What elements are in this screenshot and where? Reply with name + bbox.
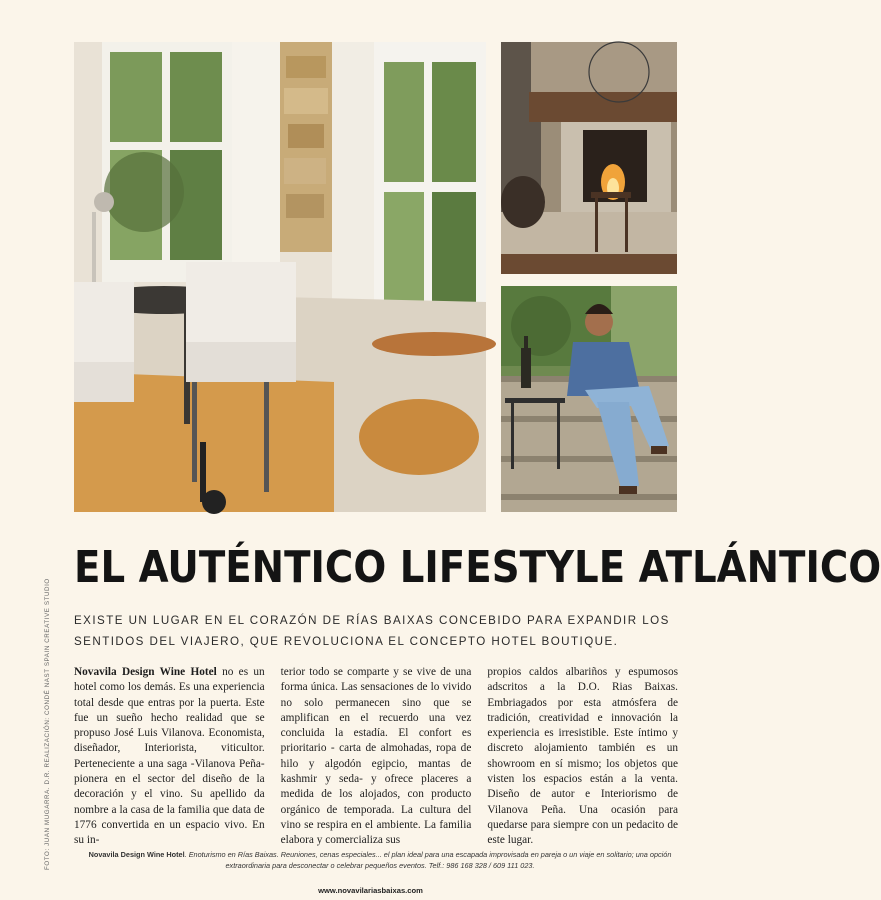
website-url: www.novavilariasbaixas.com bbox=[318, 886, 423, 895]
hotel-name: Novavila Design Wine Hotel bbox=[74, 666, 217, 678]
photo-fireplace bbox=[501, 42, 677, 274]
headline: EL AUTÉNTICO LIFESTYLE ATLÁNTICO bbox=[74, 542, 881, 593]
caption bbox=[74, 850, 686, 871]
body-column-3: propios caldos albariños y espumosos adscritos a la D.O. Rias Baixas. Embriagados por esta atmósfera de tradición, creatividad e innovación la experiencia es irresistible. Este íntimo y discreto alojamiento también es un showroom en sí mismo; los objetos que visten los espacios están a la venta. Diseño de autor e Interiorismo de Vilanova Peña. Una ocasión para quedarse para siempre con un pedacito de este lugar. bbox=[487, 666, 679, 847]
caption-hotel-name: Novavila Design Wine Hotel bbox=[88, 850, 185, 859]
body-column-1-text: no es un hotel como los demás. Es una experiencia total desde que entras por la puerta. Este fue un sueño hecho realidad que se propuso José Luis Vilanova. Economista, diseñador, Interiorista, viticultor. Perteneciente a una saga -Vilanova Peña- pionera en el sector del diseño de la decoración y el vino. Su apellido da nombre a la casa de la familia que data de 1776 convertida en un espacio vivo. En su in- bbox=[74, 666, 265, 847]
photo-credit: FOTO: JUAN MUGARRA. D.R. REALIZACIÓN: CONDÉ NAST SPAIN CREATIVE STUDIO bbox=[44, 578, 51, 870]
photo-owner-portrait bbox=[501, 286, 677, 512]
body-column-1 bbox=[74, 665, 265, 847]
photo-fireplace-image bbox=[501, 42, 677, 274]
photo-dining-room bbox=[74, 42, 486, 512]
photo-owner-portrait-image bbox=[501, 286, 677, 512]
body-columns bbox=[74, 665, 679, 847]
photo-dining-room-image bbox=[74, 42, 486, 512]
body-column-2: terior todo se comparte y se vive de una forma única. Las sensaciones de lo vivido no solo permanecen sino que se amplifican en el recuerdo una vez concluida la estadía. El confort es prioritario - carta de almohadas, ropa de hilo y algodón egipcio, mantas de kashmir y seda- y ofrece placeres a medida de los alojados, con producto orgánico de temporada. La cultura del vino se respira en el ambiente. La familia elabora y comercializa sus bbox=[280, 666, 472, 847]
lead-paragraph: EXISTE UN LUGAR EN EL CORAZÓN DE RÍAS BAIXAS CONCEBIDO PARA EXPANDIR LOS SENTIDOS DEL VIAJERO, QUE REVOLUCIONA EL CONCEPTO HOTEL BOUTIQUE. bbox=[74, 614, 670, 648]
caption-text: . Enoturismo en Rías Baixas. Reuniones, cenas especiales... el plan ideal para una escapada improvisada en pareja o un viaje en solitario; una opción extraordinaria para desconectar o celebrar pequeños eventos. Telf.: 986 168 328 / 609 111 023. bbox=[184, 850, 672, 870]
